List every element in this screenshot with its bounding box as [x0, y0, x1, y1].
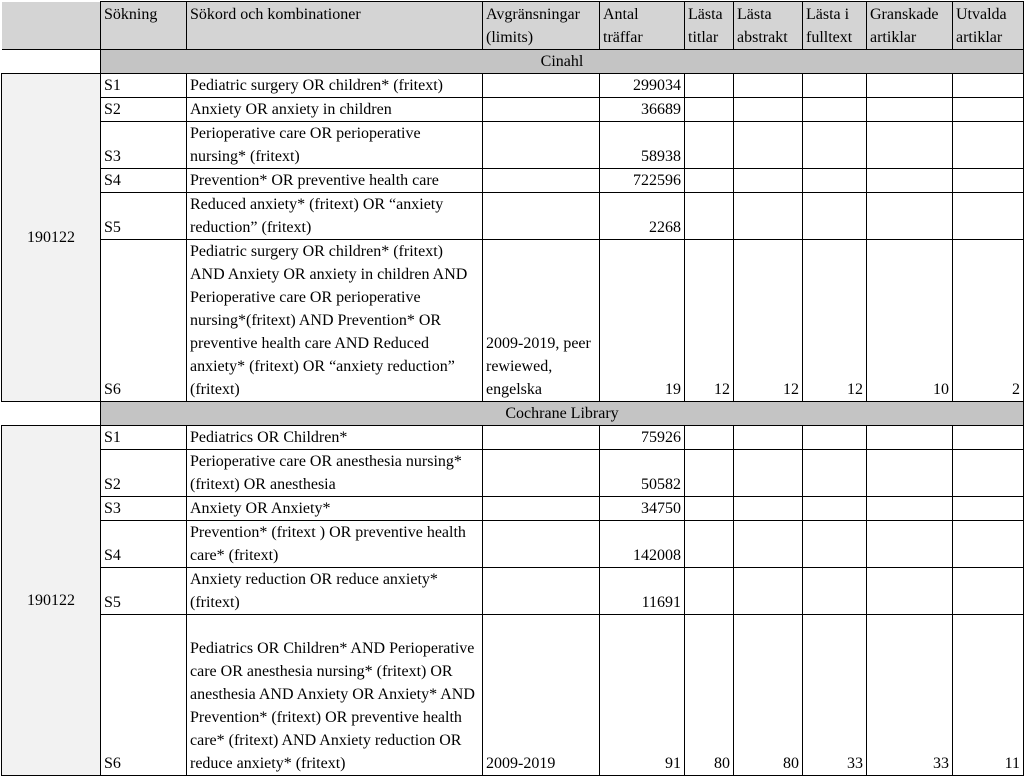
section-title: Cinahl	[101, 50, 1024, 74]
hits: 34750	[600, 497, 685, 521]
limits	[483, 521, 600, 568]
search-terms: Reduced anxiety* (fritext) OR “anxiety reduction” (fritext)	[187, 193, 483, 240]
search-id: S3	[101, 497, 187, 521]
read-fulltext	[803, 74, 867, 98]
selected-articles	[953, 74, 1024, 98]
reviewed-articles	[867, 568, 953, 615]
search-id: S5	[101, 568, 187, 615]
table-row	[2, 497, 1024, 521]
hits: 299034	[600, 74, 685, 98]
limits	[483, 98, 600, 122]
read-fulltext: 12	[803, 240, 867, 402]
search-id: S6	[101, 615, 187, 776]
search-terms: Pediatric surgery OR children* (fritext) AND Anxiety OR anxiety in children AND Perioperative care OR perioperative nursing*(fritext) AND Prevention* OR preventive health care AND Reduced anxiety* (fritext) OR “anxiety reduction” (fritext)	[187, 240, 483, 402]
selected-articles	[953, 450, 1024, 497]
reviewed-articles	[867, 521, 953, 568]
table-row	[2, 615, 1024, 776]
reviewed-articles	[867, 74, 953, 98]
hits: 75926	[600, 426, 685, 450]
selected-articles	[953, 169, 1024, 193]
header-antal-traffar: Antal träffar	[600, 2, 685, 50]
search-id: S1	[101, 74, 187, 98]
hits: 91	[600, 615, 685, 776]
read-fulltext: 33	[803, 615, 867, 776]
search-terms: Anxiety OR Anxiety*	[187, 497, 483, 521]
limits	[483, 74, 600, 98]
read-titles: 12	[685, 240, 734, 402]
read-fulltext	[803, 193, 867, 240]
reviewed-articles	[867, 193, 953, 240]
read-titles	[685, 98, 734, 122]
selected-articles	[953, 426, 1024, 450]
read-abstracts	[734, 169, 803, 193]
search-terms: Perioperative care OR anesthesia nursing* (fritext) OR anesthesia	[187, 450, 483, 497]
read-titles	[685, 193, 734, 240]
table-row	[2, 568, 1024, 615]
read-abstracts	[734, 568, 803, 615]
selected-articles: 11	[953, 615, 1024, 776]
limits	[483, 193, 600, 240]
search-results-table	[1, 1, 1024, 776]
search-id: S4	[101, 169, 187, 193]
limits	[483, 122, 600, 169]
search-id: S6	[101, 240, 187, 402]
read-fulltext	[803, 122, 867, 169]
read-abstracts	[734, 122, 803, 169]
search-terms: Anxiety OR anxiety in children	[187, 98, 483, 122]
reviewed-articles: 33	[867, 615, 953, 776]
read-abstracts	[734, 426, 803, 450]
reviewed-articles: 10	[867, 240, 953, 402]
header-utvalda: Utvalda artiklar	[953, 2, 1024, 50]
header-lasta-abstrakt: Lästa abstrakt	[734, 2, 803, 50]
table-row	[2, 193, 1024, 240]
reviewed-articles	[867, 450, 953, 497]
read-abstracts	[734, 193, 803, 240]
search-id: S3	[101, 122, 187, 169]
table-row	[2, 450, 1024, 497]
read-titles	[685, 450, 734, 497]
table-row	[2, 74, 1024, 98]
hits: 142008	[600, 521, 685, 568]
header-sokning: Sökning	[101, 2, 187, 50]
hits: 50582	[600, 450, 685, 497]
search-id: S5	[101, 193, 187, 240]
header-blank-cell	[2, 2, 101, 50]
read-titles	[685, 497, 734, 521]
hits: 58938	[600, 122, 685, 169]
selected-articles	[953, 193, 1024, 240]
header-lasta-fulltext: Lästa i fulltext	[803, 2, 867, 50]
section-row-cinahl	[2, 50, 1024, 74]
read-abstracts	[734, 497, 803, 521]
reviewed-articles	[867, 497, 953, 521]
search-terms: Pediatric surgery OR children* (fritext)	[187, 74, 483, 98]
reviewed-articles	[867, 98, 953, 122]
search-terms: Perioperative care OR perioperative nursing* (fritext)	[187, 122, 483, 169]
read-titles	[685, 426, 734, 450]
read-abstracts	[734, 98, 803, 122]
header-lasta-titlar: Lästa titlar	[685, 2, 734, 50]
search-terms: Prevention* (fritext ) OR preventive health care* (fritext)	[187, 521, 483, 568]
selected-articles: 2	[953, 240, 1024, 402]
header-avgransningar: Avgränsningar (limits)	[483, 2, 600, 50]
table-row	[2, 521, 1024, 568]
reviewed-articles	[867, 169, 953, 193]
limits	[483, 497, 600, 521]
search-id: S2	[101, 98, 187, 122]
search-terms: Anxiety reduction OR reduce anxiety* (fritext)	[187, 568, 483, 615]
read-abstracts	[734, 74, 803, 98]
limits	[483, 450, 600, 497]
table-row	[2, 169, 1024, 193]
hits: 36689	[600, 98, 685, 122]
read-titles	[685, 521, 734, 568]
hits: 11691	[600, 568, 685, 615]
read-titles: 80	[685, 615, 734, 776]
hits: 19	[600, 240, 685, 402]
search-id: S4	[101, 521, 187, 568]
selected-articles	[953, 568, 1024, 615]
selected-articles	[953, 497, 1024, 521]
limits	[483, 568, 600, 615]
hits: 2268	[600, 193, 685, 240]
read-fulltext	[803, 426, 867, 450]
read-titles	[685, 169, 734, 193]
read-fulltext	[803, 169, 867, 193]
search-terms: Pediatrics OR Children* AND Perioperative care OR anesthesia nursing* (fritext) OR anesthesia AND Anxiety OR Anxiety* AND Prevention* (fritext) OR preventive health care* (fritext) AND Anxiety reduction OR reduce anxiety* (fritext)	[187, 615, 483, 776]
read-abstracts: 12	[734, 240, 803, 402]
section-row-cochrane	[2, 402, 1024, 426]
limits: 2009-2019, peer rewiewed, engelska	[483, 240, 600, 402]
header-granskade: Granskade artiklar	[867, 2, 953, 50]
section-blank-cell	[2, 402, 101, 426]
limits	[483, 169, 600, 193]
read-fulltext	[803, 521, 867, 568]
read-titles	[685, 122, 734, 169]
header-row	[2, 2, 1024, 50]
read-abstracts: 80	[734, 615, 803, 776]
reviewed-articles	[867, 426, 953, 450]
selected-articles	[953, 122, 1024, 169]
read-abstracts	[734, 450, 803, 497]
table-row	[2, 98, 1024, 122]
read-fulltext	[803, 497, 867, 521]
read-abstracts	[734, 521, 803, 568]
search-terms: Prevention* OR preventive health care	[187, 169, 483, 193]
table-row	[2, 240, 1024, 402]
table-row	[2, 122, 1024, 169]
search-id: S2	[101, 450, 187, 497]
selected-articles	[953, 521, 1024, 568]
limits	[483, 426, 600, 450]
selected-articles	[953, 98, 1024, 122]
read-fulltext	[803, 450, 867, 497]
section-blank-cell	[2, 50, 101, 74]
search-terms: Pediatrics OR Children*	[187, 426, 483, 450]
read-fulltext	[803, 568, 867, 615]
read-fulltext	[803, 98, 867, 122]
read-titles	[685, 74, 734, 98]
limits: 2009-2019	[483, 615, 600, 776]
date-cell: 190122	[2, 426, 101, 776]
hits: 722596	[600, 169, 685, 193]
section-title: Cochrane Library	[101, 402, 1024, 426]
table-row	[2, 426, 1024, 450]
reviewed-articles	[867, 122, 953, 169]
date-cell: 190122	[2, 74, 101, 402]
search-id: S1	[101, 426, 187, 450]
read-titles	[685, 568, 734, 615]
header-sokord: Sökord och kombinationer	[187, 2, 483, 50]
